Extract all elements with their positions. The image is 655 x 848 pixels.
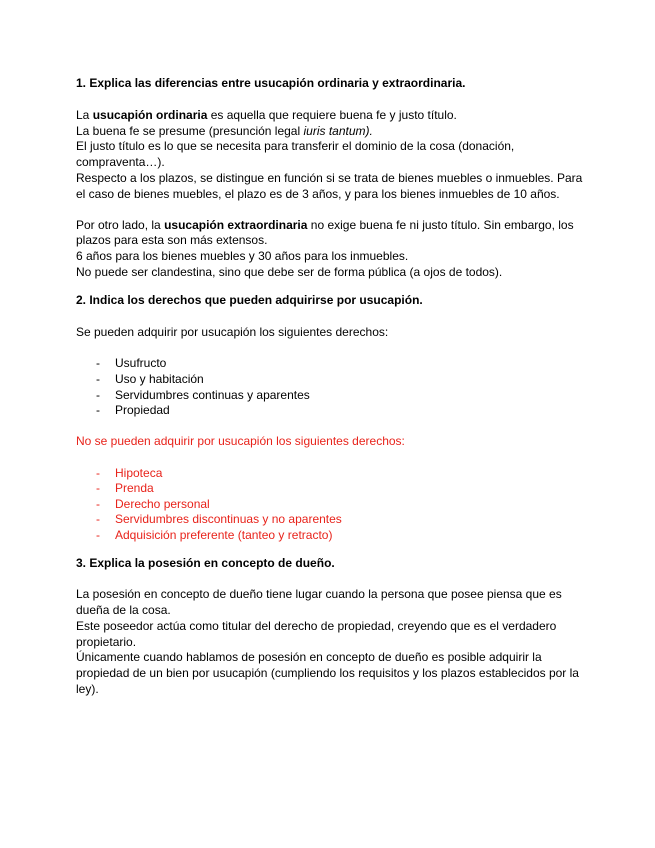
usucapion-requisito-paragraph: Únicamente cuando hablamos de posesión en concepto de dueño es posible adquirir la propiedad de un bien por usucapión (cumpliendo los requisitos y los plazos establecidos por la ley). <box>76 650 579 697</box>
list-item: - Servidumbres continuas y aparentes <box>76 388 586 404</box>
buena-fe-paragraph: La buena fe se presume (presunción legal iuris tantum). <box>76 123 373 138</box>
allowed-rights-intro: Se pueden adquirir por usucapión los siguientes derechos: <box>76 324 389 339</box>
section-3-body <box>76 587 586 698</box>
not-allowed-rights-intro: No se pueden adquirir por usucapión los siguientes derechos: <box>76 433 405 448</box>
extraordinaria-definition: Por otro lado, la usucapión extraordinaria no exige buena fe ni justo título. Sin embargo, los plazos para esta son más extensos. <box>76 217 574 248</box>
list-item: - Derecho personal <box>76 497 586 513</box>
document-content <box>76 70 586 698</box>
section-2-heading: 2. Indica los derechos que pueden adquirirse por usucapión. <box>76 292 423 307</box>
list-item: - Adquisición preferente (tanteo y retracto) <box>76 528 586 544</box>
list-item: - Propiedad <box>76 403 586 419</box>
section-1-heading: 1. Explica las diferencias entre usucapión ordinaria y extraordinaria. <box>76 76 466 90</box>
extraordinaria-publica: No puede ser clandestina, sino que debe ser de forma pública (a ojos de todos). <box>76 264 503 279</box>
section-3-heading: 3. Explica la posesión en concepto de dueño. <box>76 555 335 570</box>
section-1-extraordinaria-block <box>76 218 586 281</box>
allowed-rights-list <box>76 356 586 418</box>
not-allowed-rights-list <box>76 466 586 544</box>
ordinaria-definition: La usucapión ordinaria es aquella que requiere buena fe y justo título. <box>76 107 457 122</box>
list-item: - Prenda <box>76 481 586 497</box>
extraordinaria-plazos: 6 años para los bienes muebles y 30 años para los inmuebles. <box>76 249 409 264</box>
poseedor-paragraph: Este poseedor actúa como titular del derecho de propiedad, creyendo que es el verdadero propietario. <box>76 618 557 649</box>
list-item: - Usufructo <box>76 356 586 372</box>
list-item: - Uso y habitación <box>76 372 586 388</box>
plazos-paragraph: Respecto a los plazos, se distingue en función si se trata de bienes muebles o inmuebles. Para el caso de bienes muebles, el plazo es de 3 años, y para los bienes inmuebles de 10 años. <box>76 170 583 201</box>
posesion-definition: La posesión en concepto de dueño tiene lugar cuando la persona que posee piensa que es dueña de la cosa. <box>76 587 562 618</box>
section-1-ordinaria-block <box>76 108 586 203</box>
justo-titulo-paragraph: El justo título es lo que se necesita para transferir el dominio de la cosa (donación, compraventa…). <box>76 139 515 170</box>
list-item: - Servidumbres discontinuas y no aparentes <box>76 512 586 528</box>
list-item: - Hipoteca <box>76 466 586 482</box>
